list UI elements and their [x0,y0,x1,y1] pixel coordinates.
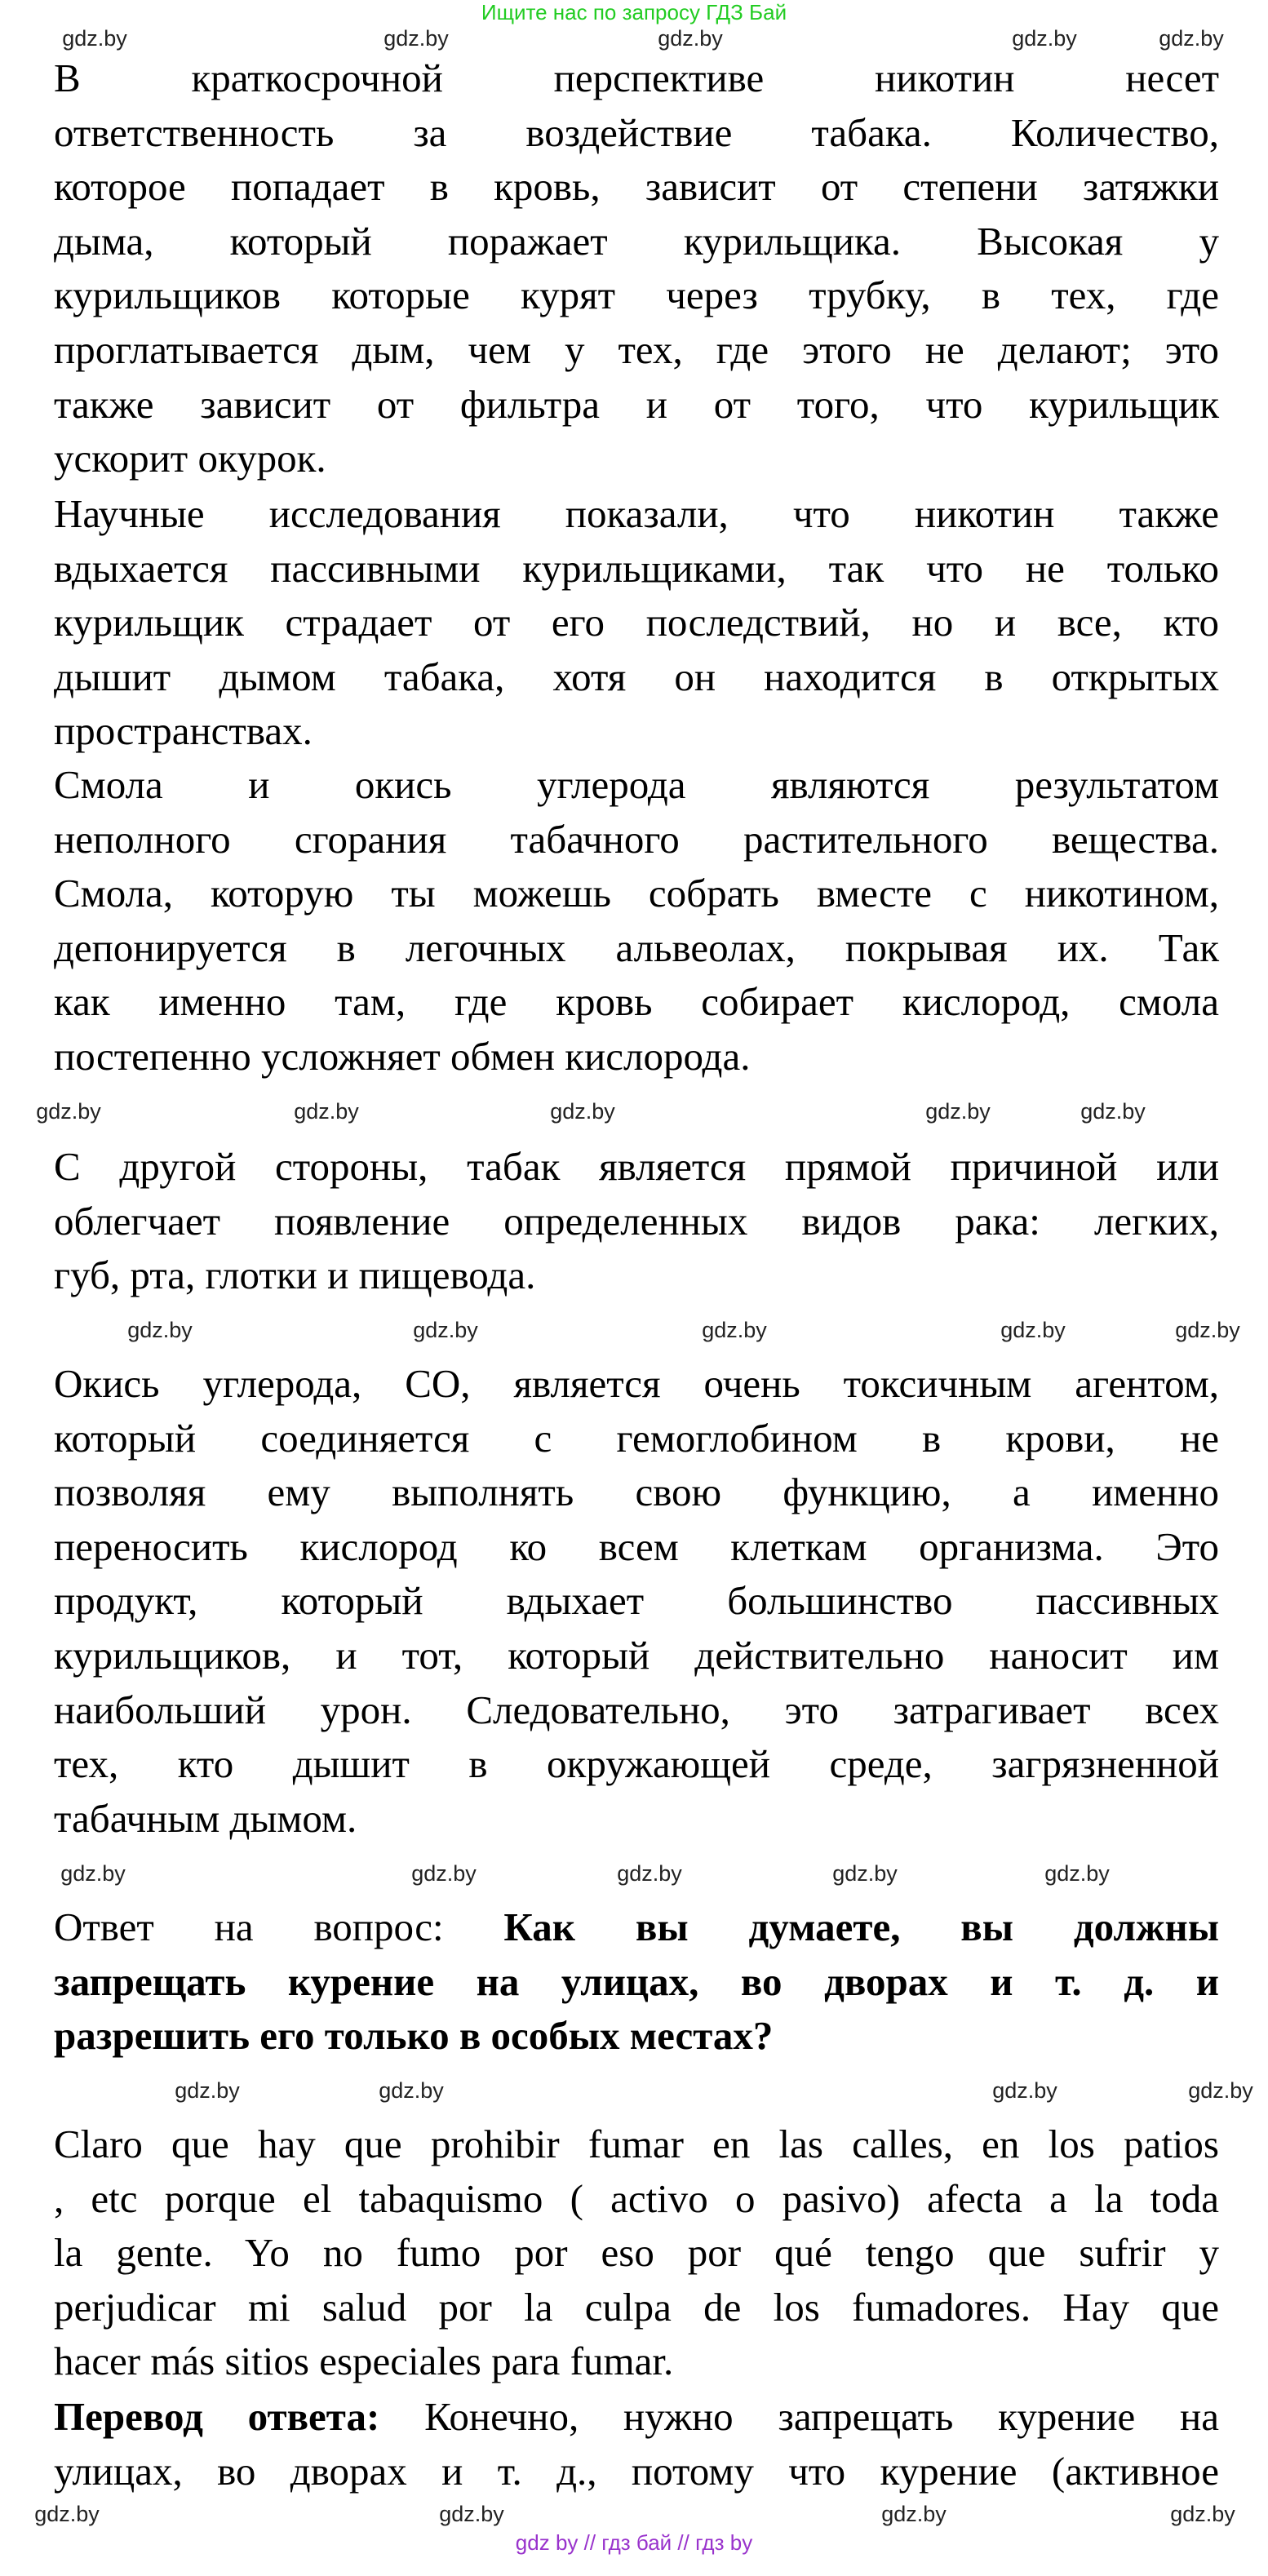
watermark-text: gdz.by [992,2078,1057,2103]
text: депонируется в легочных альвеолах, покрывая их. Так [54,924,1219,970]
text: пространствах. [54,708,313,754]
text: Смола и окись углерода являются результатом [54,762,1219,807]
watermark-text: gdz.by [1000,1318,1066,1342]
text: которое попадает в кровь, зависит от степени затяжки [54,164,1219,210]
paragraph-3-line [54,975,1219,1029]
paragraph-1-line [54,160,1219,214]
text: тех, кто дышит в окружающей среде, загрязненной [54,1741,1219,1787]
paragraph-2-line [54,596,1219,650]
text: Конечно, нужно запрещать курение на [379,2394,1219,2439]
watermark-text: gdz.by [60,1861,126,1886]
watermark-text: gdz.by [62,26,127,51]
watermark-text: gdz.by [1080,1099,1146,1124]
paragraph-3-line [54,758,1219,812]
paragraph-2-line [54,650,1219,704]
paragraph-2-line [54,704,1219,758]
watermark-text: gdz.by [413,1318,478,1342]
text: Смола, которую ты можешь собрать вместе с никотином, [54,871,1219,916]
paragraph-7-line [54,2281,1219,2334]
paragraph-5-line [54,1792,1219,1846]
text: Ответ на вопрос: [54,1904,504,1949]
watermark-text: gdz.by [36,1099,101,1124]
paragraph-7-line [54,2172,1219,2226]
paragraph-7-line [54,2117,1219,2171]
paragraph-8-line [54,2445,1219,2498]
watermark-text: gdz.by [379,2078,444,2103]
text: , etc porque el tabaquismo ( activo o pasivo) afecta a la toda [54,2175,1219,2221]
paragraph-2-line [54,542,1219,596]
watermark-text: gdz.by [294,1099,359,1124]
text: продукт, который вдыхает большинство пассивных [54,1578,1219,1624]
bold-text: разрешить его только в особых местах? [54,2013,774,2059]
watermark-text: gdz.by [1175,1318,1240,1342]
text: который соединяется с гемоглобином в крови, не [54,1415,1219,1461]
text: улицах, во дворах и т. д., потому что курение (активное [54,2448,1219,2494]
paragraph-5-line [54,1412,1219,1465]
watermark-text: gdz.by [702,1318,767,1342]
text: ответственность за воздействие табака. Количество, [54,109,1219,155]
paragraph-1-line [54,106,1219,160]
text: курильщиков которые курят через трубку, в тех, где [54,273,1219,318]
text: позволяя ему выполнять свою функцию, а именно [54,1470,1219,1515]
paragraph-6-line [54,1955,1219,2009]
bold-text: Как вы думаете, вы должны [503,1904,1219,1949]
text: Claro que hay que prohibir fumar en las calles, en los patios [54,2122,1219,2166]
text: наибольший урон. Следовательно, это затрагивает всех [54,1687,1219,1732]
text: hacer más sitios especiales para fumar. [54,2339,674,2384]
text: облегчает появление определенных видов рака: легких, [54,1198,1219,1244]
text: также зависит от фильтра и от того, что курильщик [54,381,1219,427]
paragraph-5-line [54,1465,1219,1519]
paragraph-8-line [54,2390,1219,2444]
text: табачным дымом. [54,1795,357,1841]
watermark-text: gdz.by [127,1318,193,1342]
paragraph-4-line [54,1248,1219,1302]
watermark-text: gdz.by [658,26,723,51]
text: В краткосрочной перспективе никотин несет [54,55,1219,100]
paragraph-5-line [54,1574,1219,1628]
paragraph-3-line [54,921,1219,975]
text: проглатывается дым, чем у тех, где этого не делают; это [54,327,1219,372]
paragraph-5-line [54,1737,1219,1791]
paragraph-5-line [54,1683,1219,1737]
paragraph-1-line [54,268,1219,322]
bold-text: Перевод ответа: [54,2394,380,2439]
paragraph-3-line [54,867,1219,920]
footer-links[interactable]: gdz by // гдз бай // гдз by [515,2530,753,2555]
text: постепенно усложняет обмен кислорода. [54,1034,751,1079]
text: неполного сгорания табачного растительного вещества. [54,816,1219,862]
watermark-text: gdz.by [925,1099,991,1124]
watermark-text: gdz.by [881,2502,947,2526]
watermark-text: gdz.by [1012,26,1077,51]
paragraph-6-line [54,2009,1219,2063]
paragraph-3-line [54,813,1219,867]
text: вдыхается пассивными курильщиками, так что не только [54,545,1219,591]
paragraph-1-line [54,432,1219,485]
watermark-text: gdz.by [1159,26,1224,51]
text: переносить кислород ко всем клеткам организма. Это [54,1523,1219,1569]
text: Научные исследования показали, что никотин также [54,491,1219,536]
paragraph-6-line [54,1900,1219,1954]
bold-text: запрещать курение на улицах, во дворах и т. д. и [54,1958,1219,2004]
text: С другой стороны, табак является прямой причиной или [54,1144,1219,1189]
text: perjudicar mi salud por la culpa de los fumadores. Hay que [54,2284,1219,2330]
text: ускорит окурок. [54,436,326,481]
text: дышит дымом табака, хотя он находится в открытых [54,654,1219,699]
paragraph-1-line [54,51,1219,105]
watermark-text: gdz.by [439,2502,504,2526]
paragraph-5-line [54,1357,1219,1411]
paragraph-1-line [54,378,1219,432]
watermark-text: gdz.by [411,1861,477,1886]
watermark-text: gdz.by [34,2502,100,2526]
watermark-text: gdz.by [832,1861,898,1886]
paragraph-5-line [54,1520,1219,1574]
paragraph-3-line [54,1030,1219,1084]
watermark-text: gdz.by [550,1099,615,1124]
watermark-text: gdz.by [1188,2078,1253,2103]
text: дыма, который поражает курильщика. Высокая у [54,218,1219,264]
text: курильщик страдает от его последствий, но и все, кто [54,600,1219,645]
watermark-text: gdz.by [1044,1861,1110,1886]
text: губ, рта, глотки и пищевода. [54,1253,536,1298]
watermark-text: gdz.by [175,2078,240,2103]
watermark-text: gdz.by [1170,2502,1235,2526]
paragraph-2-line [54,487,1219,541]
paragraph-5-line [54,1629,1219,1683]
paragraph-4-line [54,1195,1219,1248]
paragraph-7-line [54,2226,1219,2280]
text: Окись углерода, СО, является очень токсичным агентом, [54,1361,1219,1406]
watermark-text: gdz.by [617,1861,682,1886]
watermark-text: gdz.by [384,26,449,51]
search-hint-banner: Ищите нас по запросу ГДЗ Бай [481,0,787,24]
text: как именно там, где кровь собирает кислород, смола [54,979,1219,1025]
paragraph-1-line [54,215,1219,268]
text: курильщиков, и тот, который действительно наносит им [54,1633,1219,1678]
paragraph-7-line [54,2334,1219,2388]
text: la gente. Yo no fumo por eso por qué tengo que sufrir y [54,2230,1219,2276]
paragraph-4-line [54,1140,1219,1194]
paragraph-1-line [54,323,1219,377]
